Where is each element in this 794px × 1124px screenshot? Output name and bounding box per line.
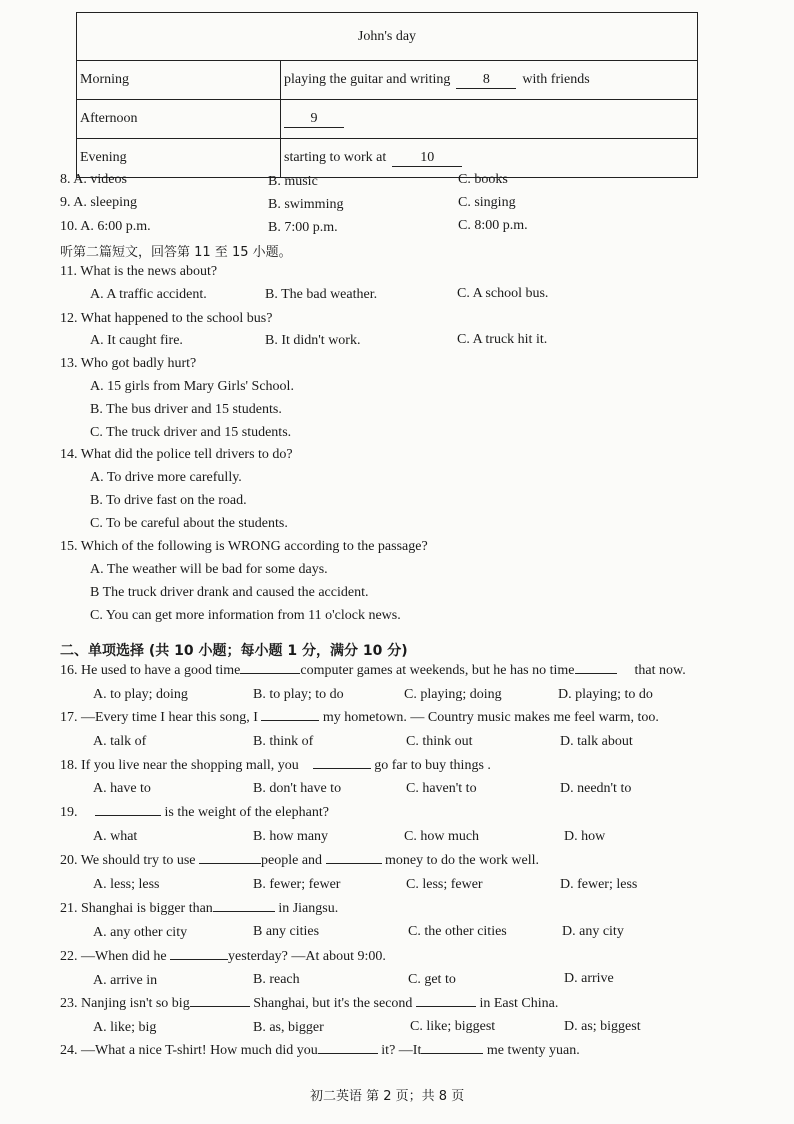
stem-text: 21. Shanghai is bigger than	[60, 901, 213, 916]
option-19b[interactable]: B. how many	[253, 829, 329, 844]
stem-text: my hometown. — Country music makes me feel warm, too.	[322, 710, 659, 725]
row-text: with friends	[522, 72, 590, 87]
answer-blank[interactable]: 9	[284, 111, 344, 128]
option-15c[interactable]: C. You can get more information from 11 o'clock news.	[90, 608, 401, 623]
option-19d[interactable]: D. how	[564, 829, 606, 844]
question-stem: 15. Which of the following is WRONG according to the passage?	[60, 539, 428, 554]
option-9c[interactable]: C. singing	[458, 195, 516, 210]
option-8-num-a[interactable]	[60, 172, 127, 188]
stem-text: 18. If you live near the shopping mall, you	[60, 758, 299, 773]
option-18d[interactable]: D. needn't to	[560, 781, 632, 796]
question-20-stem	[60, 853, 539, 869]
stem-text: 19.	[60, 805, 78, 820]
row-label: Morning	[77, 61, 281, 99]
question-22-stem	[60, 949, 386, 965]
option-20d[interactable]: D. fewer; less	[560, 877, 638, 892]
row-text: starting to work at	[284, 150, 387, 165]
option-17c[interactable]: C. think out	[406, 734, 473, 749]
option-21b[interactable]: B any cities	[253, 924, 320, 939]
option-21a[interactable]: A. any other city	[93, 925, 188, 940]
option-23c[interactable]: C. like; biggest	[410, 1019, 496, 1034]
answer-blank[interactable]: 8	[456, 72, 516, 89]
answer-blank[interactable]	[240, 673, 300, 674]
answer-blank[interactable]	[326, 863, 382, 864]
option-12a[interactable]: A. It caught fire.	[90, 333, 183, 348]
option-15a[interactable]: A. The weather will be bad for some days.	[90, 562, 328, 577]
option-14c[interactable]: C. To be careful about the students.	[90, 516, 288, 531]
section-title: 二、单项选择 (共 10 小题；每小题 1 分，满分 10 分)	[60, 643, 408, 659]
option-14b[interactable]: B. To drive fast on the road.	[90, 493, 247, 508]
table-header-row	[77, 13, 697, 60]
stem-text: in Jiangsu.	[278, 901, 339, 916]
option-17a[interactable]: A. talk of	[93, 734, 147, 749]
option-21d[interactable]: D. any city	[562, 924, 624, 939]
row-content	[281, 150, 462, 167]
stem-text: 17. —Every time I hear this song, I	[60, 710, 258, 725]
option-19c[interactable]: C. how much	[404, 829, 480, 844]
option-8b[interactable]: B. music	[268, 174, 318, 189]
question-24-stem	[60, 1043, 580, 1059]
answer-blank[interactable]: 10	[392, 150, 462, 167]
row-label: Afternoon	[77, 100, 281, 138]
option-17d[interactable]: D. talk about	[560, 734, 633, 749]
option-10c[interactable]: C. 8:00 p.m.	[458, 218, 528, 233]
option-a: A. sleeping	[73, 195, 137, 210]
stem-text: computer games at weekends, but he has no time	[300, 663, 575, 678]
option-9-num-a[interactable]	[60, 195, 137, 211]
stem-text: people and	[261, 853, 323, 868]
question-stem: 11. What is the news about?	[60, 264, 218, 279]
option-20b[interactable]: B. fewer; fewer	[253, 877, 341, 892]
row-content	[281, 72, 590, 89]
question-16-stem	[60, 663, 686, 679]
q-num: 8.	[60, 172, 71, 187]
answer-blank[interactable]	[190, 1006, 250, 1007]
option-21c[interactable]: C. the other cities	[408, 924, 507, 939]
option-13c[interactable]: C. The truck driver and 15 students.	[90, 425, 292, 440]
question-stem: 13. Who got badly hurt?	[60, 356, 197, 371]
option-22b[interactable]: B. reach	[253, 972, 300, 987]
answer-blank[interactable]	[213, 911, 275, 912]
option-17b[interactable]: B. think of	[253, 734, 314, 749]
option-13a[interactable]: A. 15 girls from Mary Girls' School.	[90, 379, 294, 394]
option-11a[interactable]: A. A traffic accident.	[90, 287, 207, 302]
stem-text: 24. —What a nice T-shirt! How much did you	[60, 1043, 318, 1058]
option-16a[interactable]: A. to play; doing	[93, 687, 188, 702]
option-14a[interactable]: A. To drive more carefully.	[90, 470, 242, 485]
stem-text: 23. Nanjing isn't so big	[60, 996, 190, 1011]
stem-text: yesterday? —At about 9:00.	[228, 949, 386, 964]
option-23b[interactable]: B. as, bigger	[253, 1020, 324, 1035]
option-10b[interactable]: B. 7:00 p.m.	[268, 220, 338, 235]
option-8c[interactable]: C. books	[458, 172, 508, 187]
answer-blank[interactable]	[170, 959, 228, 960]
stem-text: go far to buy things .	[374, 758, 491, 773]
row-content	[281, 111, 344, 128]
table-title: John's day	[357, 28, 417, 44]
q-num: 10.	[60, 219, 78, 234]
option-16c[interactable]: C. playing; doing	[404, 687, 502, 702]
option-23a[interactable]: A. like; big	[93, 1020, 157, 1035]
question-stem: 12. What happened to the school bus?	[60, 311, 273, 326]
answer-blank[interactable]	[95, 815, 161, 816]
option-22d[interactable]: D. arrive	[564, 971, 614, 986]
option-16b[interactable]: B. to play; to do	[253, 687, 344, 702]
johns-day-table	[76, 12, 698, 178]
question-17-stem	[60, 710, 659, 726]
option-13b[interactable]: B. The bus driver and 15 students.	[90, 402, 282, 417]
question-18-stem	[60, 758, 491, 774]
table-row	[77, 99, 697, 138]
option-20a[interactable]: A. less; less	[93, 877, 160, 892]
listening2-instruction: 听第二篇短文，回答第 11 至 15 小题。	[60, 245, 292, 260]
stem-text: it? —It	[381, 1043, 422, 1058]
option-23d[interactable]: D. as; biggest	[564, 1019, 641, 1034]
stem-text: that now.	[634, 663, 686, 678]
option-22a[interactable]: A. arrive in	[93, 973, 158, 988]
answer-blank[interactable]	[575, 673, 617, 674]
option-18c[interactable]: C. haven't to	[406, 781, 477, 796]
answer-blank[interactable]	[199, 863, 261, 864]
option-11c[interactable]: C. A school bus.	[457, 286, 549, 301]
stem-text: 16. He used to have a good time	[60, 663, 241, 678]
answer-blank[interactable]	[313, 768, 371, 769]
question-19-stem	[60, 805, 329, 821]
stem-text: me twenty yuan.	[486, 1043, 580, 1058]
stem-text: in East China.	[479, 996, 559, 1011]
option-18a[interactable]: A. have to	[93, 781, 151, 796]
option-a: A. 6:00 p.m.	[80, 219, 151, 234]
table-row	[77, 138, 697, 177]
option-11b[interactable]: B. The bad weather.	[265, 287, 378, 302]
q-num: 9.	[60, 195, 71, 210]
stem-text: 20. We should try to use	[60, 853, 196, 868]
option-12b[interactable]: B. It didn't work.	[265, 333, 361, 348]
question-stem: 14. What did the police tell drivers to do?	[60, 447, 293, 462]
answer-blank[interactable]	[416, 1006, 476, 1007]
question-21-stem	[60, 901, 338, 917]
stem-text: 22. —When did he	[60, 949, 167, 964]
page-footer: 初二英语 第 2 页；共 8 页	[310, 1089, 465, 1104]
option-10-num-a[interactable]	[60, 219, 151, 235]
option-a: A. videos	[73, 172, 127, 187]
table-row	[77, 60, 697, 99]
option-15b[interactable]: B The truck driver drank and caused the accident.	[90, 585, 369, 600]
row-label: Evening	[77, 139, 281, 177]
stem-text: is the weight of the elephant?	[164, 805, 329, 820]
option-18b[interactable]: B. don't have to	[253, 781, 342, 796]
option-20c[interactable]: C. less; fewer	[406, 877, 483, 892]
option-19a[interactable]: A. what	[93, 829, 138, 844]
row-text: playing the guitar and writing	[284, 72, 451, 87]
stem-text: Shanghai, but it's the second	[253, 996, 413, 1011]
option-9b[interactable]: B. swimming	[268, 197, 344, 212]
answer-blank[interactable]	[421, 1053, 483, 1054]
option-16d[interactable]: D. playing; to do	[558, 687, 653, 702]
option-12c[interactable]: C. A truck hit it.	[457, 332, 548, 347]
stem-text: money to do the work well.	[385, 853, 540, 868]
option-22c[interactable]: C. get to	[408, 972, 456, 987]
question-23-stem	[60, 996, 558, 1012]
answer-blank[interactable]	[261, 720, 319, 721]
answer-blank[interactable]	[318, 1053, 378, 1054]
